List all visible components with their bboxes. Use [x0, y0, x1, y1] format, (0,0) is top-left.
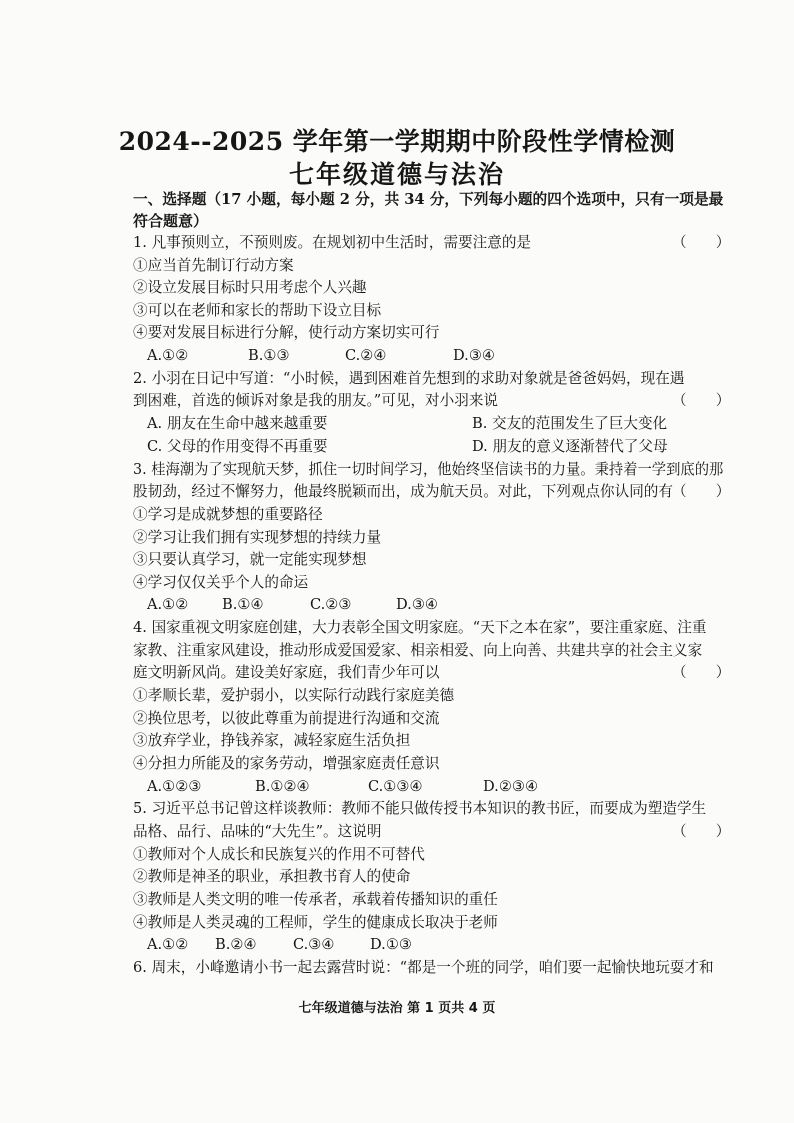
q4-option-c: C.①③④ [368, 778, 423, 795]
q1-statement-1: ①应当首先制订行动方案 [133, 257, 294, 274]
q5-stem-line-2: 品格、品行、品味的“大先生”。这说明 [133, 823, 382, 840]
q3-stem-line-1: 3. 桂海潮为了实现航天梦，抓住一切时间学习，他始终坚信读书的力量。秉持着一学到底的那 [133, 461, 724, 478]
q1-statement-2: ②设立发展目标时只用考虑个人兴趣 [133, 279, 367, 296]
q1-option-a: A.①② [147, 347, 189, 364]
q4-stem-line-3: 庭文明新风尚。建设美好家庭，我们青少年可以 [133, 664, 440, 681]
q3-option-d: D.③④ [396, 596, 438, 613]
q4-option-b: B.①②④ [255, 778, 310, 795]
q3-statement-1: ①学习是成就梦想的重要路径 [133, 506, 323, 523]
q5-statement-4: ④教师是人类灵魂的工程师，学生的健康成长取决于老师 [133, 914, 498, 931]
exam-subtitle: 七年级道德与法治 [288, 160, 505, 189]
q4-statement-2: ②换位思考，以彼此尊重为前提进行沟通和交流 [133, 710, 440, 727]
q2-option-b: B. 交友的范围发生了巨大变化 [472, 415, 668, 432]
q1-option-b: B.①③ [248, 347, 290, 364]
q4-stem-line-1: 4. 国家重视文明家庭创建，大力表彰全国文明家庭。“天下之本在家”，要注重家庭、注重 [133, 619, 707, 636]
q3-option-b: B.①④ [222, 596, 264, 613]
q5-stem-line-1: 5. 习近平总书记曾这样谈教师：教师不能只做传授书本知识的教书匠，而要成为塑造学生 [133, 800, 707, 817]
q5-option-d: D.①③ [370, 936, 412, 953]
q5-option-a: A.①② [147, 936, 189, 953]
q4-option-a: A.①②③ [147, 778, 202, 795]
q1-stem: 1. 凡事预则立，不预则废。在规划初中生活时，需要注意的是 [133, 234, 532, 251]
q6-stem-line-1: 6. 周末，小峰邀请小书一起去露营时说：“都是一个班的同学，咱们要一起愉快地玩耍才和 [133, 959, 714, 976]
q1-statement-3: ③可以在老师和家长的帮助下设立目标 [133, 302, 382, 319]
q4-stem-line-2: 家教、注重家风建设，推动形成爱国爱家、相亲相爱、向上向善、共建共享的社会主义家 [133, 642, 703, 659]
q3-statement-2: ②学习让我们拥有实现梦想的持续力量 [133, 529, 382, 546]
q3-option-c: C.②③ [310, 596, 352, 613]
q3-option-a: A.①② [147, 596, 189, 613]
q5-statement-3: ③教师是人类文明的唯一传承者，承载着传播知识的重任 [133, 891, 498, 908]
q5-statement-1: ①教师对个人成长和民族复兴的作用不可替代 [133, 846, 425, 863]
q4-statement-1: ①孝顺长辈，爱护弱小，以实际行动践行家庭美德 [133, 687, 455, 704]
q3-stem-line-2: 股韧劲，经过不懈努力，他最终脱颖而出，成为航天员。对此，下列观点你认同的有 [133, 483, 673, 500]
page-footer: 七年级道德与法治 第 1 页共 4 页 [298, 1001, 496, 1016]
q5-statement-2: ②教师是神圣的职业，承担教书育人的使命 [133, 868, 411, 885]
q4-option-d: D.②③④ [483, 778, 539, 795]
q3-statement-3: ③只要认真学习，就一定能实现梦想 [133, 551, 367, 568]
q5-option-c: C.③④ [293, 936, 335, 953]
q2-option-a: A. 朋友在生命中越来越重要 [147, 415, 328, 432]
q4-statement-4: ④分担力所能及的家务劳动，增强家庭责任意识 [133, 755, 440, 772]
section-heading: 一、选择题（17 小题，每小题 2 分，共 34 分，下列每小题的四个选项中，只有一项是最 [133, 190, 724, 208]
q1-statement-4: ④要对发展目标进行分解，使行动方案切实可行 [133, 324, 440, 341]
q5-answer-paren: （ ） [672, 823, 731, 840]
q5-option-b: B.②④ [215, 936, 257, 953]
q1-option-d: D.③④ [453, 347, 495, 364]
q2-option-d: D. 朋友的意义逐渐替代了父母 [472, 438, 668, 455]
q4-answer-paren: （ ） [672, 664, 731, 681]
q2-stem-line-2: 到困难，首选的倾诉对象是我的朋友。”可见，对小羽来说 [133, 392, 499, 409]
q1-answer-paren: （ ） [672, 234, 731, 251]
q2-stem-line-1: 2. 小羽在日记中写道：“小时候，遇到困难首先想到的求助对象就是爸爸妈妈，现在遇 [133, 370, 685, 387]
section-heading-cont: 符合题意） [133, 212, 209, 230]
exam-title: 2024--2025 学年第一学期期中阶段性学情检测 [118, 127, 676, 156]
q4-statement-3: ③放弃学业，挣钱养家，减轻家庭生活负担 [133, 732, 411, 749]
q2-answer-paren: （ ） [672, 392, 731, 409]
q1-option-c: C.②④ [345, 347, 387, 364]
q3-answer-paren: （ ） [672, 483, 731, 500]
q3-statement-4: ④学习仅仅关乎个人的命运 [133, 574, 309, 591]
q2-option-c: C. 父母的作用变得不再重要 [147, 438, 328, 455]
